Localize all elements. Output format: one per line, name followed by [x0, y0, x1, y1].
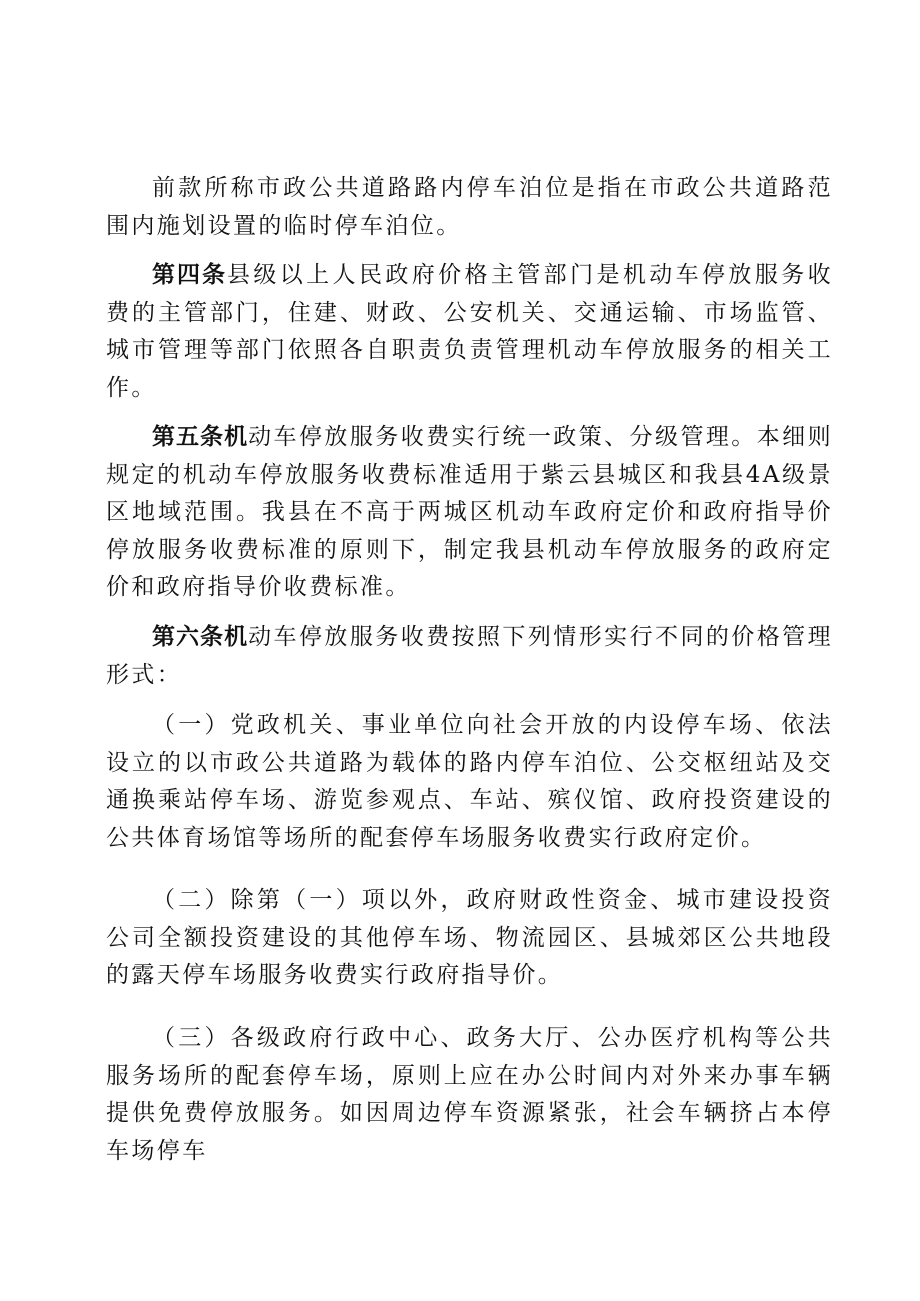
paragraph-item-2 — [106, 881, 833, 995]
paragraph-text: （一）党政机关、事业单位向社会开放的内设停车场、依法设立的以市政公共道路为载体的路内停车泊位、公交枢纽站及交通换乘站停车场、游览参观点、车站、殡仪馆、政府投资建设的公共体育场馆等场所的配套停车场服务收费实行政府定价。 — [106, 712, 833, 851]
paragraph-text: （三）各级政府行政中心、政务大厅、公办医疗机构等公共服务场所的配套停车场，原则上应在办公时间内对外来办事车辆提供免费停放服务。如因周边停车资源紧张，社会车辆挤占本停车场停车 — [106, 1025, 833, 1164]
paragraph-text: （二）除第（一）项以外，政府财政性资金、城市建设投资公司全额投资建设的其他停车场、物流园区、县城郊区公共地段的露天停车场服务收费实行政府指导价。 — [106, 887, 833, 988]
paragraph-text: 县级以上人民政府价格主管部门是机动车停放服务收费的主管部门，住建、财政、公安机关、交通运输、市场监管、城市管理等部门依照各自职责负责管理机动车停放服务的相关工作。 — [106, 262, 834, 401]
article-heading: 第四条 — [152, 261, 227, 288]
paragraph-article-5 — [106, 418, 833, 607]
paragraph-item-3 — [106, 1019, 833, 1170]
paragraph-article-6 — [106, 618, 833, 694]
paragraph-text: 动车停放服务收费实行统一政策、分级管理。本细则规定的机动车停放服务收费标准适用于紫云县城区和我县4A级景区地域范围。我县在不高于两城区机动车政府定价和政府指导价停放服务收费标准的原则下，制定我县机动车停放服务的政府定价和政府指导价收费标准。 — [106, 424, 833, 600]
article-heading: 第六条机 — [152, 623, 249, 650]
article-heading: 第五条机 — [152, 423, 249, 450]
paragraph-item-1 — [106, 706, 833, 857]
paragraph-text: 前款所称市政公共道路路内停车泊位是指在市政公共道路范围内施划设置的临时停车泊位。 — [106, 175, 833, 239]
paragraph-parking-definition — [106, 169, 833, 245]
paragraph-article-4 — [106, 256, 833, 407]
paragraph-text: 动车停放服务收费按照下列情形实行不同的价格管理形式： — [106, 624, 833, 688]
